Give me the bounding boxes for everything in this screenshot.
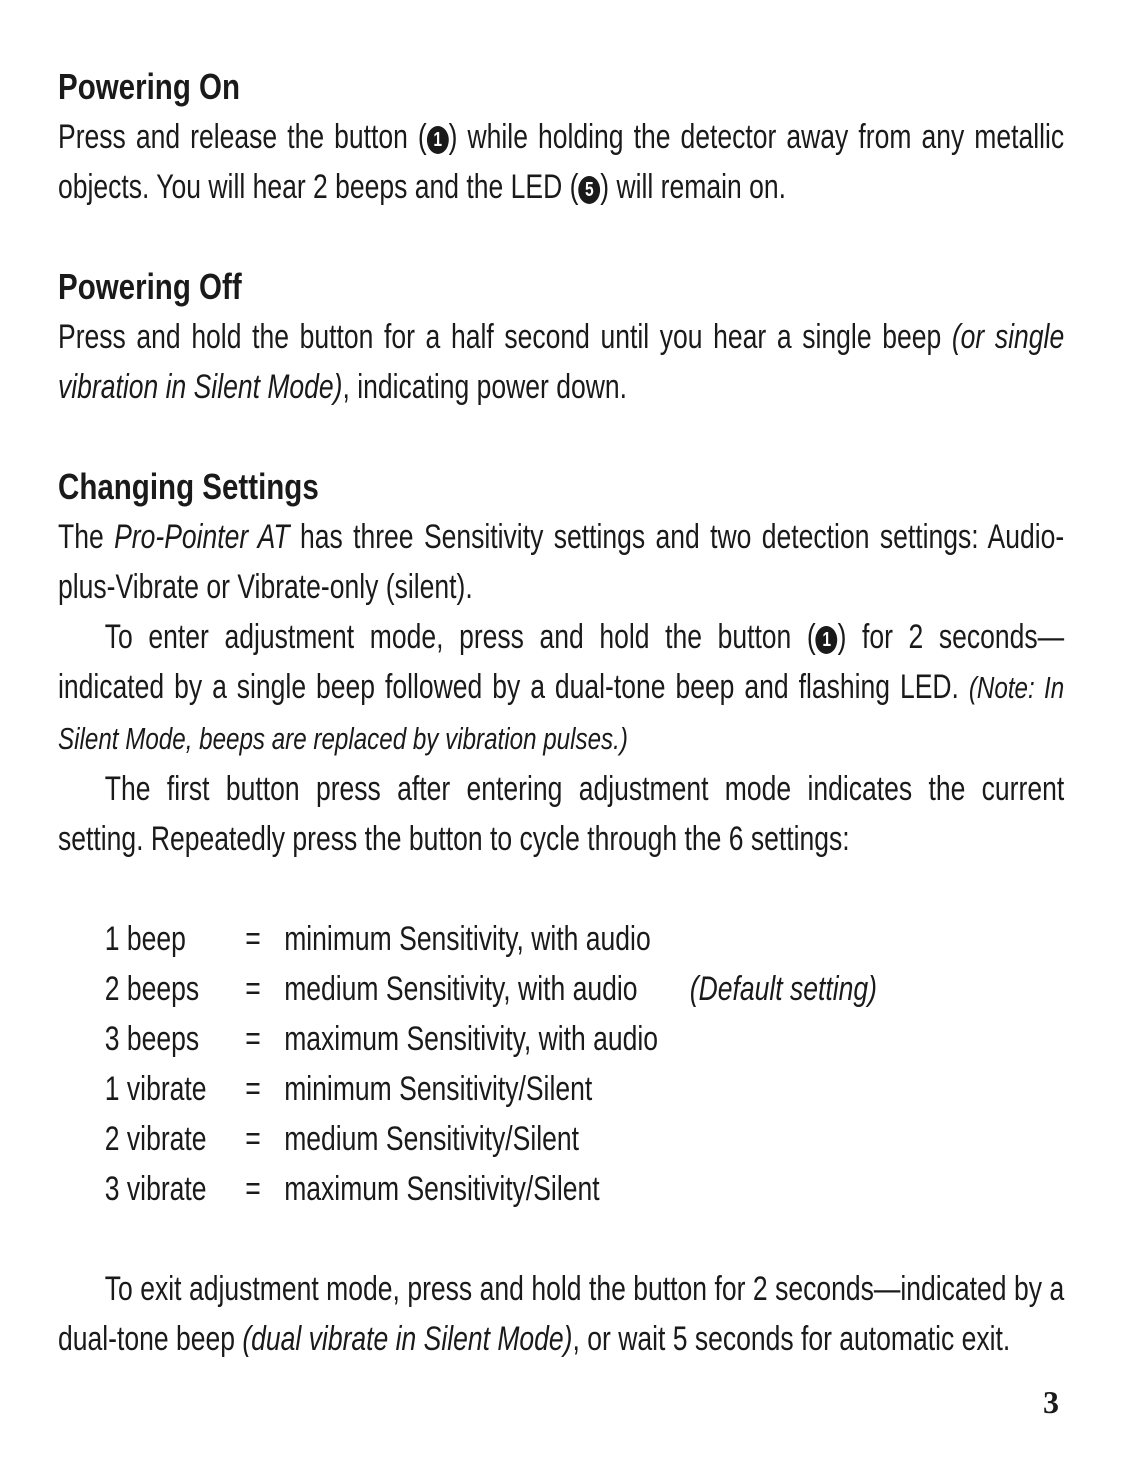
setting-description: maximum Sensitivity, with audio bbox=[284, 1020, 659, 1058]
paragraph-settings-intro bbox=[58, 512, 1064, 612]
setting-description: medium Sensitivity, with audio bbox=[284, 970, 638, 1008]
paragraph-cycle-settings: The first button press after entering adjustment mode indicates the current setting. Repeatedly press the button to cycle through the 6 settings: bbox=[58, 770, 1065, 858]
settings-list-item bbox=[58, 964, 1064, 1014]
text: ) while holding the detector away from any metallic objects. You will hear 2 beeps and the LED ( bbox=[58, 118, 1065, 206]
settings-list-item bbox=[58, 1064, 1064, 1114]
text: ) for 2 seconds—indicated by a single beep followed by a dual-tone beep and flashing LED. bbox=[58, 618, 1065, 706]
paragraph-powering-off bbox=[58, 312, 1064, 412]
text: To exit adjustment mode, press and hold the button for 2 seconds—indicated by a dual-tone beep bbox=[58, 1270, 1065, 1358]
button-callout-icon: 1 bbox=[816, 626, 838, 654]
setting-count: 2 beeps bbox=[104, 970, 200, 1008]
settings-list bbox=[58, 914, 1064, 1214]
heading-changing-settings: Changing Settings bbox=[58, 466, 319, 507]
setting-count: 1 beep bbox=[104, 920, 186, 958]
setting-count: 1 vibrate bbox=[104, 1070, 207, 1108]
setting-description: maximum Sensitivity/Silent bbox=[284, 1170, 600, 1208]
equals-sign: = bbox=[245, 1170, 261, 1208]
settings-list-item bbox=[58, 1014, 1064, 1064]
equals-sign: = bbox=[245, 970, 261, 1008]
product-name: Pro-Pointer AT bbox=[114, 518, 290, 556]
settings-list-item bbox=[58, 1114, 1064, 1164]
text: Press and hold the button for a half second until you hear a single beep bbox=[58, 318, 952, 356]
section-changing-settings bbox=[58, 462, 1064, 1364]
heading-powering-off: Powering Off bbox=[58, 266, 242, 307]
silent-mode-note: (Note: In Silent Mode, beeps are replaced by vibration pulses.) bbox=[58, 670, 1065, 756]
setting-count: 3 beeps bbox=[104, 1020, 200, 1058]
section-powering-off bbox=[58, 262, 1064, 412]
paragraph-exit-adjustment bbox=[58, 1264, 1064, 1364]
paragraph-powering-on bbox=[58, 112, 1064, 212]
page-number: 3 bbox=[1043, 1384, 1059, 1420]
text: To enter adjustment mode, press and hold the button ( bbox=[104, 618, 816, 656]
settings-list-item bbox=[58, 914, 1064, 964]
equals-sign: = bbox=[245, 1070, 261, 1108]
setting-count: 3 vibrate bbox=[104, 1170, 207, 1208]
setting-description: medium Sensitivity/Silent bbox=[284, 1120, 579, 1158]
text: , or wait 5 seconds for automatic exit. bbox=[572, 1320, 1011, 1358]
equals-sign: = bbox=[245, 1120, 261, 1158]
section-powering-on bbox=[58, 62, 1064, 212]
silent-mode-note: (dual vibrate in Silent Mode) bbox=[242, 1320, 573, 1358]
text: The bbox=[58, 518, 115, 556]
text: ) will remain on. bbox=[600, 168, 786, 206]
setting-description: minimum Sensitivity/Silent bbox=[284, 1070, 593, 1108]
manual-page bbox=[58, 62, 1064, 1364]
silent-mode-note: (or single vibration in Silent Mode) bbox=[58, 318, 1065, 406]
equals-sign: = bbox=[245, 1020, 261, 1058]
heading-powering-on: Powering On bbox=[58, 66, 241, 107]
text: , indicating power down. bbox=[342, 368, 628, 406]
text: has three Sensitivity settings and two detection settings: Audio-plus-Vibrate or Vibrate-only (silent). bbox=[58, 518, 1065, 606]
equals-sign: = bbox=[245, 920, 261, 958]
setting-description: minimum Sensitivity, with audio bbox=[284, 920, 651, 958]
default-setting-note: (Default setting) bbox=[689, 970, 877, 1008]
led-callout-icon: 5 bbox=[578, 176, 600, 204]
button-callout-icon: 1 bbox=[427, 126, 449, 154]
text: Press and release the button ( bbox=[58, 118, 427, 156]
settings-list-item bbox=[58, 1164, 1064, 1214]
setting-count: 2 vibrate bbox=[104, 1120, 207, 1158]
paragraph-enter-adjustment bbox=[58, 612, 1064, 764]
